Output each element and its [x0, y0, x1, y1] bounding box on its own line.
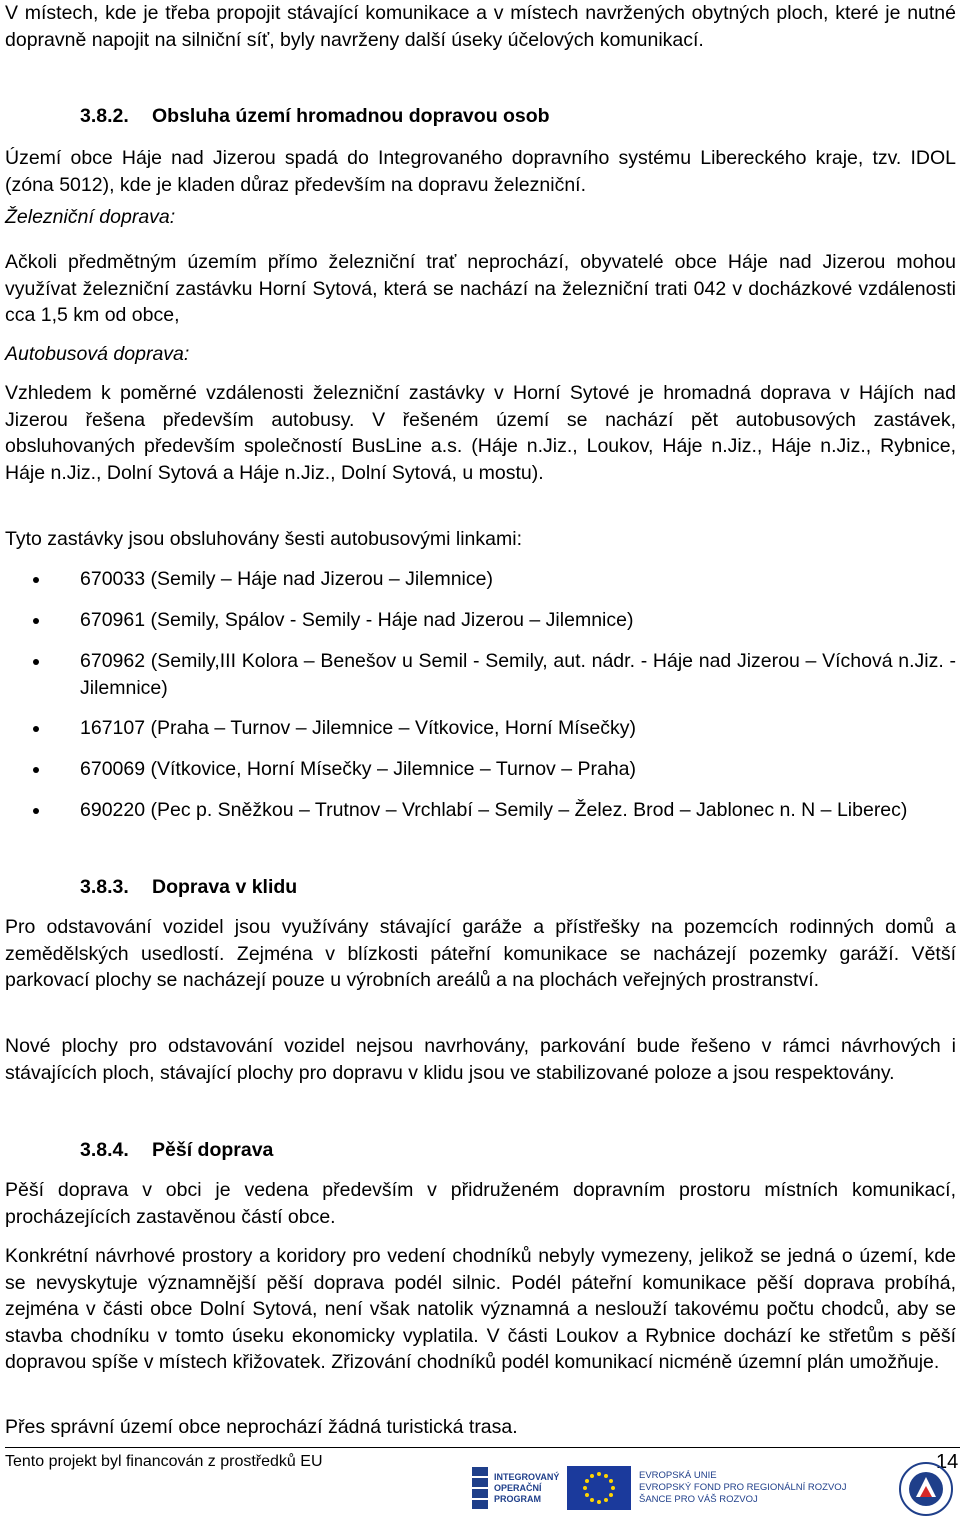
bullet-icon — [33, 767, 39, 773]
footer-divider — [5, 1447, 960, 1448]
mmr-seal-icon — [894, 1461, 958, 1517]
subheading-rail: Železniční doprava: — [5, 206, 176, 228]
intro-paragraph: V místech, kde je třeba propojit stávající komunikace a v místech navržených obytných ploch, které je nutné dopravně napojit na silniční síť, byly navrženy další úseky účelových komunikací. — [5, 2, 956, 51]
subheading-bus: Autobusová doprava: — [5, 343, 190, 365]
list-item: 670033 (Semily – Háje nad Jizerou – Jilemnice) — [5, 566, 956, 593]
iop-mark-icon — [472, 1467, 488, 1509]
paragraph-pedestrian-2: Konkrétní návrhové prostory a koridory pro vedení chodníků nebyly vymezeny, jelikož se jedná o území, kde se nevyskytuje významnější pěší doprava podél silnic. Podél páteřní komunikace pěší doprava probíhá, zejména v části obce Dolní Sytová, není však natolik významná a neslouží takovému počtu chodců, aby se stavba chodníku v tomto úseku ekonomicky vyplatila. V části Loukov a Rybnice dochází ke střetům s pěší dopravou spíše v místech křižovatek. Zřizování chodníků podél komunikací nicméně územní plán umožňuje. — [5, 1245, 956, 1373]
list-item: 670069 (Vítkovice, Horní Mísečky – Jilemnice – Turnov – Praha) — [5, 756, 956, 783]
section-number: 3.8.4. — [80, 1139, 129, 1161]
section-heading-3-8-4 — [80, 1137, 273, 1163]
footer-funding-text: Tento projekt byl financován z prostředků EU — [5, 1453, 323, 1470]
paragraph-lines-intro: Tyto zastávky jsou obsluhovány šesti autobusovými linkami: — [5, 528, 522, 550]
list-item: 167107 (Praha – Turnov – Jilemnice – Vítkovice, Horní Mísečky) — [5, 715, 956, 742]
section-title: Obsluha území hromadnou dopravou osob — [152, 105, 550, 127]
section-number: 3.8.2. — [80, 105, 129, 127]
eu-logo-text: EVROPSKÁ UNIE EVROPSKÝ FOND PRO REGIONÁLNÍ ROZVOJ ŠANCE PRO VÁŠ ROZVOJ — [639, 1470, 847, 1505]
section-title: Doprava v klidu — [152, 876, 298, 898]
iop-logo-text: INTEGROVANÝ OPERAČNÍ PROGRAM — [494, 1471, 560, 1504]
iop-logo — [472, 1461, 562, 1515]
bullet-icon — [33, 577, 39, 583]
paragraph-pedestrian-3: Přes správní území obce neprochází žádná turistická trasa. — [5, 1416, 518, 1438]
list-item: 670962 (Semily,III Kolora – Benešov u Semil - Semily, aut. nádr. - Háje nad Jizerou – Víchová n.Jiz. - Jilemnice) — [5, 648, 956, 701]
list-item: 670961 (Semily, Spálov - Semily - Háje nad Jizerou – Jilemnice) — [5, 607, 956, 634]
paragraph-bus: Vzhledem k poměrné vzdálenosti železniční zastávky v Horní Sytové je hromadná doprava v Hájích nad Jizerou řešena především autobusy. V řešeném území se nachází pět autobusových zastávek, obsluhovaných především společností BusLine a.s. (Háje n.Jiz., Loukov, Háje n.Jiz., Háje n.Jiz., Rybnice, Háje n.Jiz., Dolní Sytová a Háje n.Jiz., Dolní Sytová, u mostu). — [5, 382, 956, 484]
section-heading-3-8-2 — [80, 103, 550, 129]
section-number: 3.8.3. — [80, 876, 129, 898]
paragraph-parking-2: Nové plochy pro odstavování vozidel nejsou navrhovány, parkování bude řešeno v rámci návrhových i stávajících ploch, stávající plochy pro dopravu v klidu jsou ve stabilizované poloze a jsou respektovány. — [5, 1035, 956, 1084]
paragraph-parking-1: Pro odstavování vozidel jsou využívány stávající garáže a přístřešky na pozemcích rodinných domů a zemědělských usedlostí. Zejména v blízkosti páteřní komunikace se nacházejí pozemky garáží. Větší parkovací plochy se nacházejí pouze u výrobních areálů a na plochách veřejných prostranství. — [5, 916, 956, 991]
bullet-icon — [33, 618, 39, 624]
bullet-icon — [33, 726, 39, 732]
bullet-icon — [33, 808, 39, 814]
bullet-icon — [33, 659, 39, 665]
paragraph-pedestrian-1: Pěší doprava v obci je vedena především v přidruženém dopravním prostoru místních komunikací, procházejících zastavěnou částí obce. — [5, 1179, 956, 1228]
page-number: 14 — [936, 1451, 959, 1473]
eu-logo — [567, 1461, 892, 1515]
paragraph-rail: Ačkoli předmětným územím přímo železniční trať neprochází, obyvatelé obce Háje nad Jizerou mohou využívat železniční zastávku Horní Sytová, která se nachází na železniční trati 042 v docházkové vzdálenosti cca 1,5 km od obce, — [5, 251, 956, 326]
section-heading-3-8-3 — [80, 874, 297, 900]
list-item: 690220 (Pec p. Sněžkou – Trutnov – Vrchlabí – Semily – Želez. Brod – Jablonec n. N – Liberec) — [5, 797, 956, 824]
paragraph-idol: Území obce Háje nad Jizerou spadá do Integrovaného dopravního systému Libereckého kraje, tzv. IDOL (zóna 5012), kde je kladen důraz především na dopravu železniční. — [5, 147, 956, 196]
eu-flag-icon — [567, 1466, 631, 1510]
mmr-logo — [894, 1461, 958, 1515]
section-title: Pěší doprava — [152, 1139, 274, 1161]
